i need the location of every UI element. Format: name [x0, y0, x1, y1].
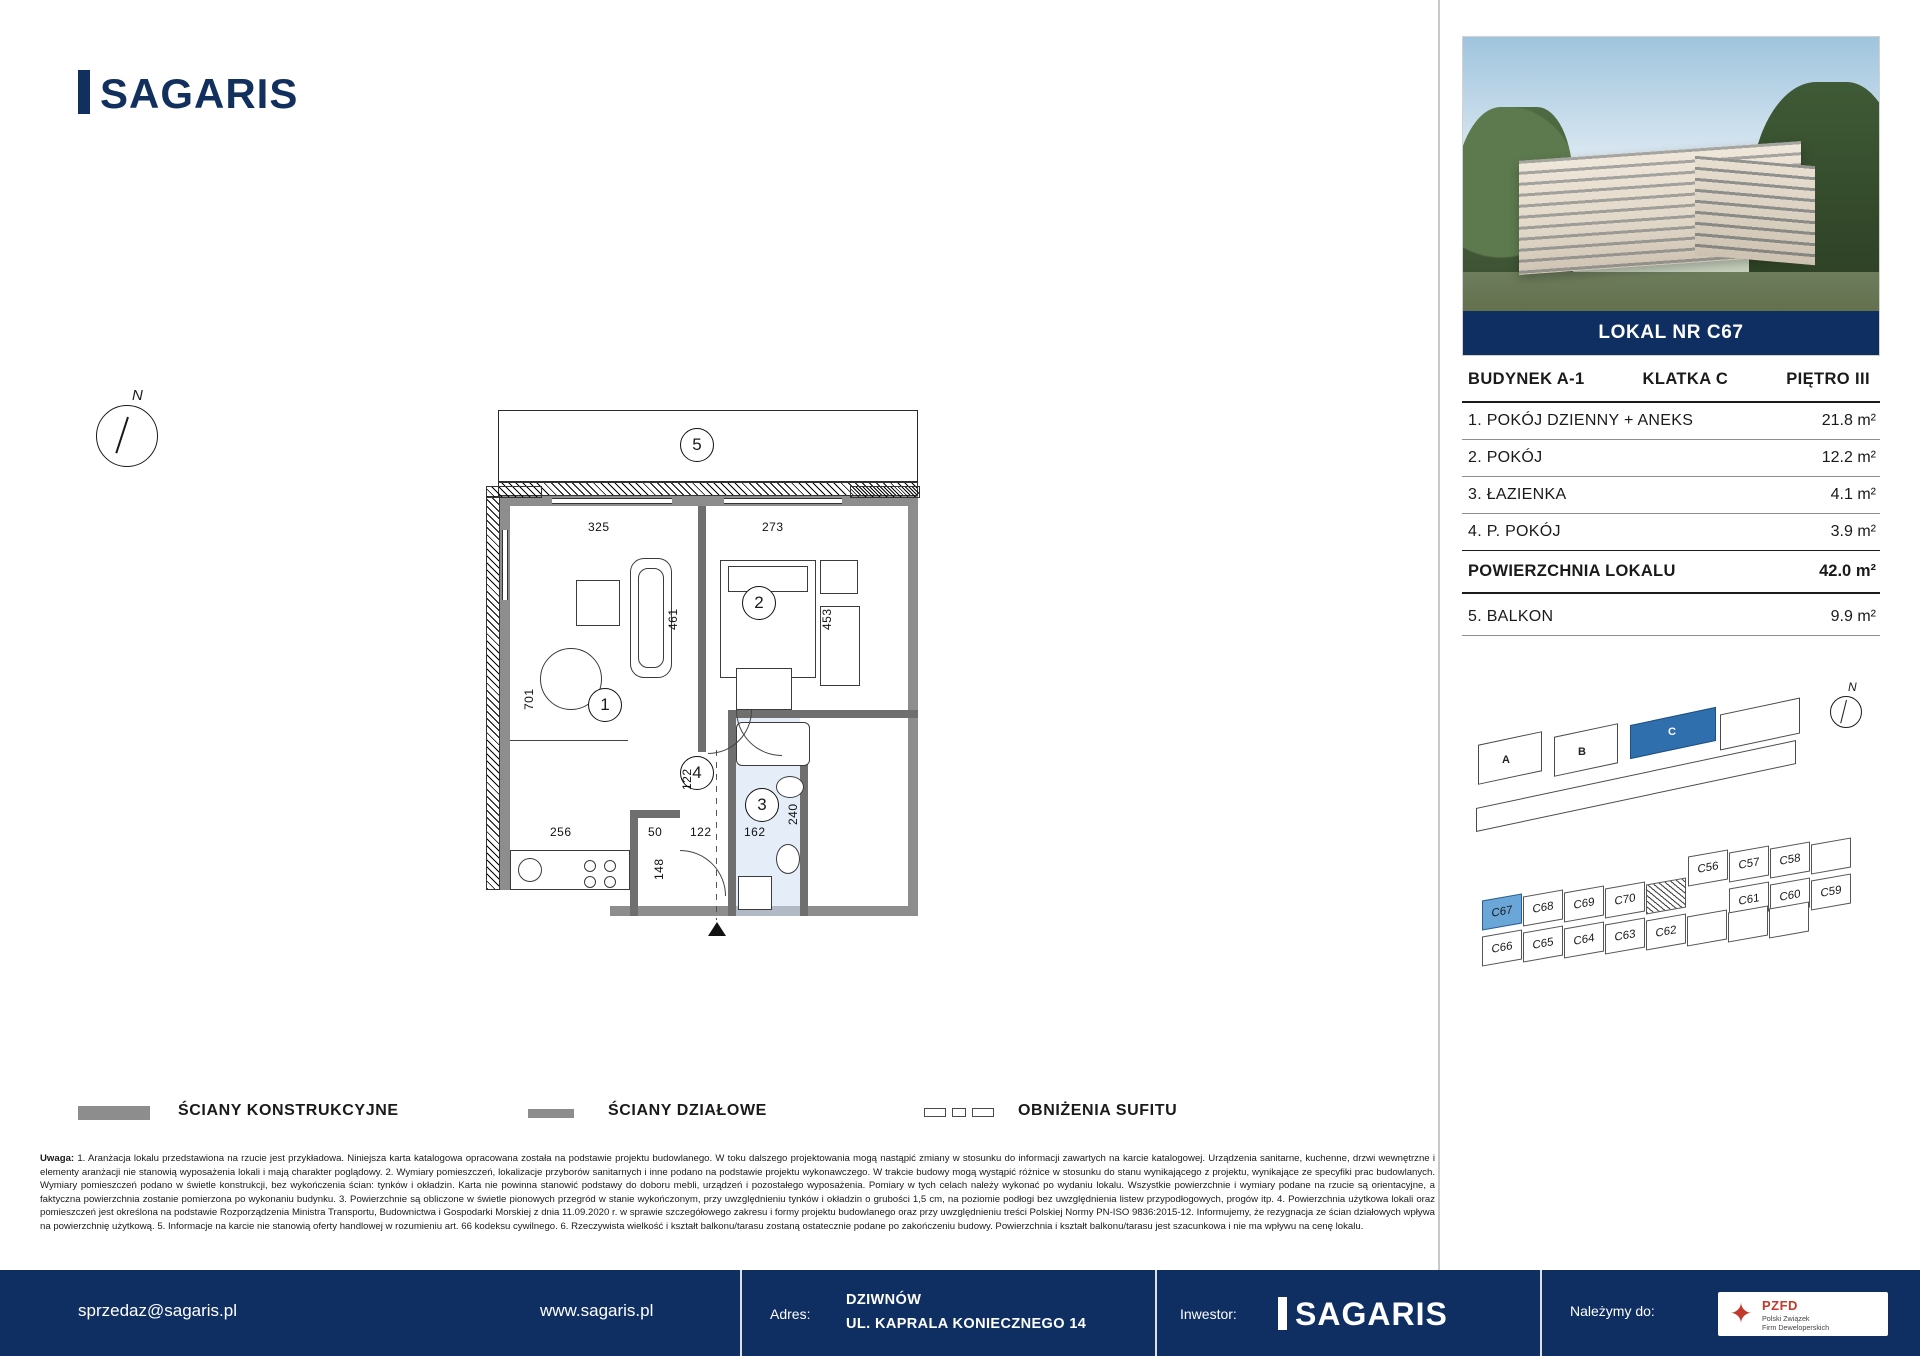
area-value-1: 21.8: [1821, 411, 1853, 429]
unit-cell-c56[interactable]: [1688, 849, 1728, 886]
pzfd-subtitle-line2: Firm Deweloperskich: [1762, 1323, 1830, 1332]
footer-divider-2: [1155, 1270, 1157, 1356]
unit-cell-c58-label: C58: [1779, 852, 1801, 868]
floor-unit-grid: [1452, 835, 1882, 1095]
room-number-3: 3: [745, 788, 779, 822]
unit-cell-c66[interactable]: [1482, 929, 1522, 966]
pzfd-mark-icon: ✦: [1729, 1298, 1753, 1329]
legend-label-structural: ŚCIANY KONSTRUKCYJNE: [178, 1102, 399, 1119]
door-entrance: [680, 850, 726, 896]
dimension-240: 240: [786, 803, 800, 825]
area-unit-2: m²: [1857, 448, 1876, 466]
area-unit-3: m²: [1857, 485, 1876, 503]
hob-burner-3: [584, 876, 596, 888]
unit-cell-c67[interactable]: [1482, 893, 1522, 930]
unit-cell-c70[interactable]: [1605, 881, 1645, 918]
dimension-461: 461: [666, 608, 680, 630]
pzfd-name: PZFD: [1762, 1298, 1798, 1313]
brand-logo: [78, 70, 298, 118]
dimension-122b: 122: [690, 825, 712, 839]
footer-email[interactable]: sprzedaz@sagaris.pl: [78, 1301, 237, 1320]
balcony-label: 5. BALKON: [1468, 607, 1554, 625]
unit-cell-c59-label: C59: [1820, 884, 1842, 900]
unit-cell-c67-label: C67: [1491, 904, 1513, 920]
footer-brand-name: SAGARIS: [1295, 1296, 1448, 1332]
area-value-4: 3.9: [1830, 522, 1853, 540]
hob-burner-1: [584, 860, 596, 872]
total-area-unit: m²: [1855, 562, 1876, 580]
footer-address-line2: UL. KAPRALA KONIECZNEGO 14: [846, 1316, 1087, 1332]
area-name-4: 4. P. POKÓJ: [1468, 522, 1561, 540]
unit-cell-c57[interactable]: [1729, 845, 1769, 882]
balcony-divider: [1462, 635, 1880, 636]
unit-cell-c64[interactable]: [1564, 921, 1604, 958]
footer-belong-label: Należymy do:: [1570, 1303, 1655, 1319]
unit-cell-c69[interactable]: [1564, 885, 1604, 922]
unit-cell-c65-label: C65: [1532, 936, 1554, 952]
unit-cell-c68-label: C68: [1532, 900, 1554, 916]
site-block-b-label: B: [1578, 746, 1586, 758]
partition-kitchen-stub: [630, 810, 680, 818]
sink: [518, 858, 542, 882]
partition-vertical-main: [698, 506, 706, 752]
hob-burner-2: [604, 860, 616, 872]
pzfd-logo: [1718, 1292, 1888, 1336]
area-unit-1: m²: [1857, 411, 1876, 429]
site-compass-north-label: N: [1848, 680, 1857, 694]
dimension-50: 50: [648, 825, 663, 839]
dimension-256: 256: [550, 825, 572, 839]
site-block-c-label: C: [1668, 726, 1676, 738]
footer-brand-bar-icon: [1278, 1297, 1287, 1330]
unit-caption: LOKAL NR C67: [1463, 311, 1879, 355]
dimension-122a: 122: [680, 768, 694, 790]
total-area-row: [1462, 551, 1880, 592]
unit-cell-c61-label: C61: [1738, 892, 1760, 908]
meta-floor: PIĘTRO III: [1786, 370, 1870, 388]
unit-cell-c66-label: C66: [1491, 940, 1513, 956]
unit-cell-blank-4: [1769, 901, 1809, 938]
unit-cell-c65[interactable]: [1523, 925, 1563, 962]
toilet: [776, 844, 800, 874]
dimension-325: 325: [588, 520, 610, 534]
unit-cell-core: [1646, 877, 1686, 914]
sofa-cushion: [638, 568, 664, 668]
area-row-4: [1462, 514, 1880, 550]
shower-tray: [736, 668, 792, 710]
unit-cell-c70-label: C70: [1614, 892, 1636, 908]
info-panel: [1462, 36, 1880, 694]
wall-right: [908, 496, 918, 916]
unit-cell-c62[interactable]: [1646, 913, 1686, 950]
area-value-3: 4.1: [1830, 485, 1853, 503]
area-value-2: 12.2: [1821, 448, 1853, 466]
unit-cell-blank-2: [1687, 909, 1727, 946]
window-top-right: [724, 498, 842, 504]
floor-plan: [480, 410, 960, 1060]
compass-circle: [96, 405, 158, 467]
building-render-image: [1462, 36, 1880, 356]
wall-hatch-topleft: [486, 486, 542, 498]
unit-cell-c57-label: C57: [1738, 856, 1760, 872]
footer-brand: [1278, 1296, 1448, 1333]
nightstand: [820, 560, 858, 594]
wall-hatch-topright: [850, 486, 920, 498]
unit-meta-row: [1462, 356, 1880, 401]
compass-north-label: N: [132, 387, 143, 404]
unit-cell-c63-label: C63: [1614, 928, 1636, 944]
entrance-arrow-icon: [708, 922, 726, 936]
wall-hatch-left: [486, 496, 500, 890]
footer-bar: [0, 1270, 1920, 1356]
partition-bath-right: [800, 740, 808, 916]
footer-divider-3: [1540, 1270, 1542, 1356]
unit-cell-c60-label: C60: [1779, 888, 1801, 904]
note-text: 1. Aranżacja lokalu przedstawiona na rzucie jest przykładowa. Niniejsza karta katalogowa opracowana została na podstawie projektu budowlanego. W toku dalszego projektowania mogą nastąpić zmiany w stosunku do informacji zawartych na karcie katalogowej. Urządzenia sanitarne, kuchenne, drzwi wewnętrzne i elementy aranżacji nie stanowią wyposażenia lokali i mają charakter poglądowy. 2. Wymiary pomieszczeń, lokalizacje przyborów sanitarnych i inne podano na podstawie projektu wykonawczego. W trakcie budowy mogą wystąpić różnice w stosunku do stanu wynikającego z projektu, wynikające ze specyfiki prac budowlanych. Wymiary pomieszczeń podano w świetle konstrukcji, bez wykończenia ścian: tynków i okładzin. Karta nie powinna stanowić podstawy do doboru mebli, urządzeń i pozostałego wyposażenia. Pomiary w tych celach należy wykonać po wydaniu lokalu. Wszystkie powierzchnie i wymiary podane na rzucie są orientacyjne, a faktyczna powierzchnia zostanie pomierzona po wykonaniu budynku. 3. Powierzchnie są obliczone w świetle pionowych przegród w stanie wykończonym, przy uwzględnieniu tynków i okładzin o grubości 1,5 cm, na poziomie podłogi bez uwzględnienia listew przypodłogowych, progów itp. 4. Powierzchnia użytkowa lokali oraz pomieszczeń jest określona na podstawie Rozporządzenia Ministra Transportu, Budownictwa i Gospodarki Morskiej z dnia 11.09.2020 r. w sprawie szczegółowego zakresu i formy projektu budowlanego oraz przy uwzględnieniu treści Polskiej Normy PN-ISO 9836:2015-12. Informujemy, że rezygnacja ze ścian działowych wpływa na powierzchnię użytkową. 5. Informacje na karcie nie stanowią oferty handlowej w rozumieniu art. 66 kodeksu cywilnego. 6. Rzeczywista wielkość i kształt balkonu/tarasu zostaną ostatecznie podane po zakończeniu budowy. Powierzchnia i kształt balkonu/tarasu jest szacunkowa i nie ma wpływu na cenę lokalu.: [40, 1153, 1435, 1233]
area-name-3: 3. ŁAZIENKA: [1468, 485, 1567, 503]
footer-address-label: Adres:: [770, 1306, 811, 1322]
balcony-value: 9.9: [1830, 607, 1853, 625]
room-number-1: 1: [588, 688, 622, 722]
washing-machine: [738, 876, 772, 910]
panel-separator: [1438, 0, 1440, 1270]
dimension-273: 273: [762, 520, 784, 534]
brand-name: SAGARIS: [100, 70, 299, 117]
thick-wall-swatch-icon: [78, 1106, 150, 1120]
unit-cell-c62-label: C62: [1655, 924, 1677, 940]
balcony-unit: m²: [1857, 607, 1876, 625]
area-name-2: 2. POKÓJ: [1468, 448, 1543, 466]
footer-website[interactable]: www.sagaris.pl: [540, 1301, 654, 1320]
meta-staircase: KLATKA C: [1642, 370, 1729, 388]
dimension-162: 162: [744, 825, 766, 839]
unit-cell-c56-label: C56: [1697, 860, 1719, 876]
thin-wall-swatch-icon: [528, 1109, 574, 1118]
area-row-3: [1462, 477, 1880, 513]
coffee-table: [576, 580, 620, 626]
unit-cell-blank-3: [1728, 905, 1768, 942]
balcony-area-row: [1462, 594, 1880, 635]
legend-label-ceiling: OBNIŻENIA SUFITU: [1018, 1102, 1178, 1119]
footer-investor-label: Inwestor:: [1180, 1306, 1237, 1322]
site-plan: [1470, 700, 1870, 820]
area-unit-4: m²: [1857, 522, 1876, 540]
legend-label-partition: ŚCIANY DZIAŁOWE: [608, 1102, 767, 1119]
dimension-148: 148: [652, 858, 666, 880]
room-number-4: 4: [680, 756, 714, 790]
site-block-a-label: A: [1502, 754, 1510, 766]
unit-cell-c68[interactable]: [1523, 889, 1563, 926]
disclaimer-note: [40, 1152, 1435, 1234]
dimension-453: 453: [820, 608, 834, 630]
area-name-1: 1. POKÓJ DZIENNY + ANEKS: [1468, 411, 1694, 429]
room-number-2: 2: [742, 586, 776, 620]
unit-cell-c63[interactable]: [1605, 917, 1645, 954]
total-area-value: 42.0: [1819, 562, 1852, 580]
footer-address-line1: DZIWNÓW: [846, 1292, 922, 1308]
unit-cell-blank-1: [1811, 837, 1851, 874]
area-row-2: [1462, 440, 1880, 476]
note-prefix: Uwaga:: [40, 1153, 75, 1164]
wardrobe-line: [510, 740, 628, 741]
room-number-5: 5: [680, 428, 714, 462]
meta-building: BUDYNEK A-1: [1468, 370, 1585, 388]
window-left: [502, 530, 508, 600]
pzfd-subtitle-line1: Polski Związek: [1762, 1314, 1810, 1323]
partition-hall-bottom: [630, 810, 638, 916]
brand-bar-icon: [78, 70, 90, 114]
footer-divider-1: [740, 1270, 742, 1356]
dimension-701: 701: [522, 688, 536, 710]
render-building-wing: [1695, 156, 1815, 265]
area-row-1: [1462, 403, 1880, 439]
site-block-b[interactable]: [1554, 723, 1618, 777]
compass-icon: [90, 387, 166, 471]
pzfd-subtitle: [1762, 1314, 1829, 1332]
dashed-line-swatch-icon-b: [952, 1108, 966, 1117]
legend: [78, 1100, 1358, 1130]
dashed-line-swatch-icon-c: [972, 1108, 994, 1117]
washbasin: [776, 776, 804, 798]
unit-cell-c59[interactable]: [1811, 873, 1851, 910]
window-top-left: [552, 498, 672, 504]
total-area-label: POWIERZCHNIA LOKALU: [1468, 562, 1676, 580]
unit-cell-c69-label: C69: [1573, 896, 1595, 912]
site-block-a[interactable]: [1478, 731, 1542, 785]
hob-burner-4: [604, 876, 616, 888]
unit-cell-c58[interactable]: [1770, 841, 1810, 878]
unit-cell-c64-label: C64: [1573, 932, 1595, 948]
dashed-line-swatch-icon-a: [924, 1108, 946, 1117]
